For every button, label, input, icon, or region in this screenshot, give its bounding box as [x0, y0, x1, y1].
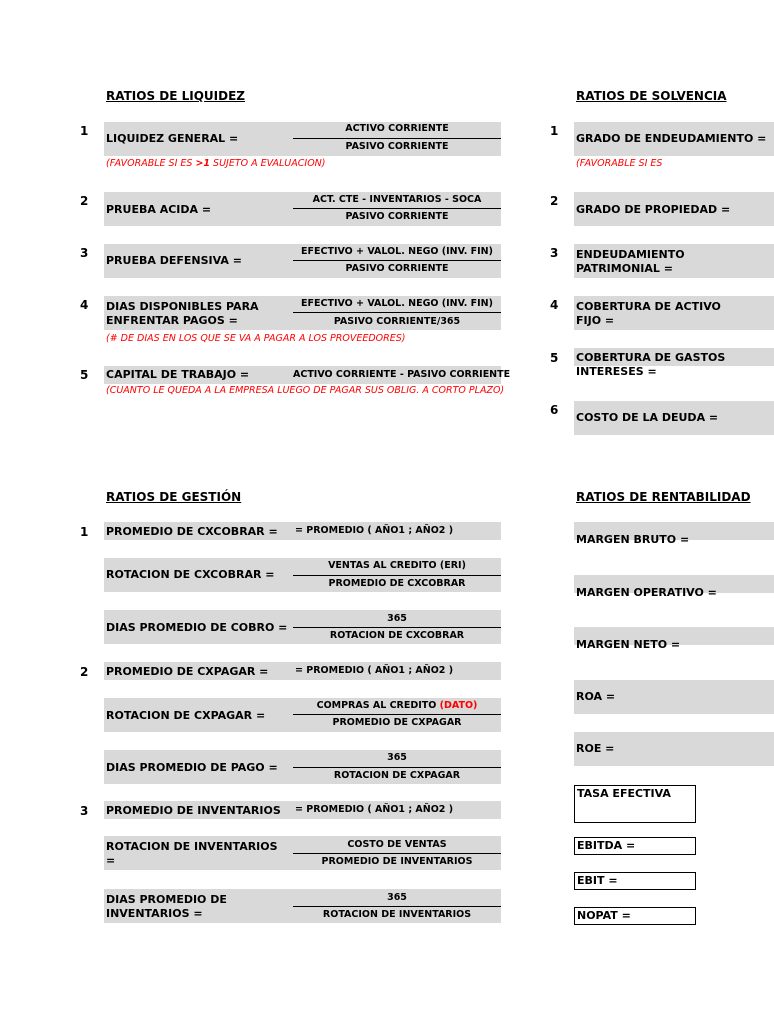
item-number: 4 — [80, 298, 89, 312]
ratio-label-line2: ENFRENTAR PAGOS = — [106, 314, 238, 327]
item-number: 5 — [80, 368, 89, 382]
formula-denominator: ROTACION DE CXCOBRAR — [329, 630, 465, 641]
ratio-label-line2: = — [106, 854, 116, 867]
ratio-label: MARGEN OPERATIVO = — [576, 586, 717, 599]
formula-numerator: 365 — [387, 613, 407, 624]
fraction-bar — [293, 627, 501, 628]
ratio-label: ROTACION DE CXPAGAR = — [106, 709, 266, 722]
ratio-box-tasa-efectiva — [574, 785, 696, 823]
ratio-label: GRADO DE PROPIEDAD = — [576, 203, 731, 216]
ratio-label: EBITDA = — [577, 839, 636, 852]
ratio-note: (FAVORABLE SI ES — [576, 158, 663, 169]
section-title-rentabilidad: RATIOS DE RENTABILIDAD — [576, 490, 751, 504]
ratio-label-line1: ROTACION DE INVENTARIOS — [106, 840, 278, 853]
ratio-note: (CUANTO LE QUEDA A LA EMPRESA LUEGO DE PAGAR SUS OBLIG. A CORTO PLAZO) — [106, 385, 505, 396]
ratio-label: PROMEDIO DE INVENTARIOS — [106, 804, 281, 817]
section-title-solvencia: RATIOS DE SOLVENCIA — [576, 89, 727, 103]
ratio-label-line2: FIJO = — [576, 314, 615, 327]
fraction-bar — [293, 138, 501, 139]
ratio-label: PRUEBA ACIDA = — [106, 203, 212, 216]
formula-numerator: ACTIVO CORRIENTE — [345, 123, 449, 134]
ratio-label: DIAS PROMEDIO DE COBRO = — [106, 621, 288, 634]
ratio-label: GRADO DE ENDEUDAMIENTO = — [576, 132, 767, 145]
fraction-bar — [293, 312, 501, 313]
ratio-box-ebitda — [574, 837, 696, 855]
formula-numerator: COMPRAS AL CREDITO (DATO) — [316, 700, 478, 711]
ratio-label-line1: DIAS PROMEDIO DE — [106, 893, 227, 906]
ratio-label-line2: INTERESES = — [576, 365, 657, 378]
item-number: 6 — [550, 403, 559, 417]
ratio-label: ROA = — [576, 690, 616, 703]
ratio-label: MARGEN NETO = — [576, 638, 681, 651]
fraction-bar — [293, 575, 501, 576]
fraction-bar — [293, 853, 501, 854]
ratio-label-line1: COBERTURA DE GASTOS — [576, 351, 726, 364]
item-number: 2 — [80, 194, 89, 208]
ratio-label: ROE = — [576, 742, 615, 755]
formula-numerator: EFECTIVO + VALOL. NEGO (INV. FIN) — [301, 298, 493, 309]
ratio-box-nopat — [574, 907, 696, 925]
item-number: 1 — [80, 124, 89, 138]
formula-denominator: PASIVO CORRIENTE — [345, 211, 449, 222]
fraction-bar — [293, 208, 501, 209]
formula-numerator: 365 — [387, 892, 407, 903]
item-number: 2 — [80, 665, 89, 679]
ratio-label: ROTACION DE CXCOBRAR = — [106, 568, 275, 581]
item-number: 4 — [550, 298, 559, 312]
formula-numerator: ACT. CTE - INVENTARIOS - SOCA — [312, 194, 482, 205]
item-number: 5 — [550, 351, 559, 365]
section-title-gestion: RATIOS DE GESTIÓN — [106, 490, 242, 504]
fraction-bar — [293, 260, 501, 261]
ratio-label: COSTO DE LA DEUDA = — [576, 411, 719, 424]
formula-text: ACTIVO CORRIENTE - PASIVO CORRIENTE — [293, 369, 511, 380]
item-number: 3 — [550, 246, 559, 260]
ratio-label: MARGEN BRUTO = — [576, 533, 690, 546]
formula-numerator: EFECTIVO + VALOL. NEGO (INV. FIN) — [301, 246, 493, 257]
ratio-label-line2: PATRIMONIAL = — [576, 262, 673, 275]
formula-denominator: PASIVO CORRIENTE — [345, 141, 449, 152]
formula-denominator: ROTACION DE CXPAGAR — [333, 770, 461, 781]
formula-numerator: VENTAS AL CREDITO (ERI) — [328, 560, 466, 571]
fraction-bar — [293, 767, 501, 768]
ratio-label-line1: ENDEUDAMIENTO — [576, 248, 685, 261]
item-number: 1 — [80, 525, 89, 539]
ratio-label: DIAS PROMEDIO DE PAGO = — [106, 761, 278, 774]
ratio-note: (FAVORABLE SI ES >1 SUJETO A EVALUACION) — [106, 158, 326, 169]
formula-denominator: PROMEDIO DE INVENTARIOS — [321, 856, 473, 867]
section-title-liquidez: RATIOS DE LIQUIDEZ — [106, 89, 245, 103]
ratio-label: PROMEDIO DE CXCOBRAR = — [106, 525, 278, 538]
ratio-label: PRUEBA DEFENSIVA = — [106, 254, 242, 267]
formula-text: = PROMEDIO ( AÑO1 ; AÑO2 ) — [295, 525, 454, 536]
ratio-label: NOPAT = — [577, 909, 631, 922]
item-number: 3 — [80, 246, 89, 260]
ratio-box-ebit — [574, 872, 696, 890]
item-number: 1 — [550, 124, 559, 138]
fraction-bar — [293, 906, 501, 907]
formula-numerator: COSTO DE VENTAS — [347, 839, 447, 850]
formula-text: = PROMEDIO ( AÑO1 ; AÑO2 ) — [295, 804, 454, 815]
formula-text: = PROMEDIO ( AÑO1 ; AÑO2 ) — [295, 665, 454, 676]
formula-denominator: PASIVO CORRIENTE — [345, 263, 449, 274]
ratio-note: (# DE DIAS EN LOS QUE SE VA A PAGAR A LOS PROVEEDORES) — [106, 333, 406, 344]
ratio-label: LIQUIDEZ GENERAL = — [106, 132, 239, 145]
item-number: 2 — [550, 194, 559, 208]
formula-denominator: PROMEDIO DE CXPAGAR — [332, 717, 462, 728]
formula-numerator: 365 — [387, 752, 407, 763]
ratio-label: TASA EFECTIVA — [577, 787, 671, 800]
ratio-label-line1: DIAS DISPONIBLES PARA — [106, 300, 259, 313]
ratio-label: CAPITAL DE TRABAJO = — [106, 368, 250, 381]
item-number: 3 — [80, 804, 89, 818]
formula-denominator: PROMEDIO DE CXCOBRAR — [328, 578, 466, 589]
ratio-label-line2: INVENTARIOS = — [106, 907, 203, 920]
ratio-label: PROMEDIO DE CXPAGAR = — [106, 665, 269, 678]
fraction-bar — [293, 714, 501, 715]
formula-denominator: PASIVO CORRIENTE/365 — [333, 316, 461, 327]
formula-denominator: ROTACION DE INVENTARIOS — [322, 909, 472, 920]
ratio-label-line1: COBERTURA DE ACTIVO — [576, 300, 721, 313]
ratio-label: EBIT = — [577, 874, 618, 887]
